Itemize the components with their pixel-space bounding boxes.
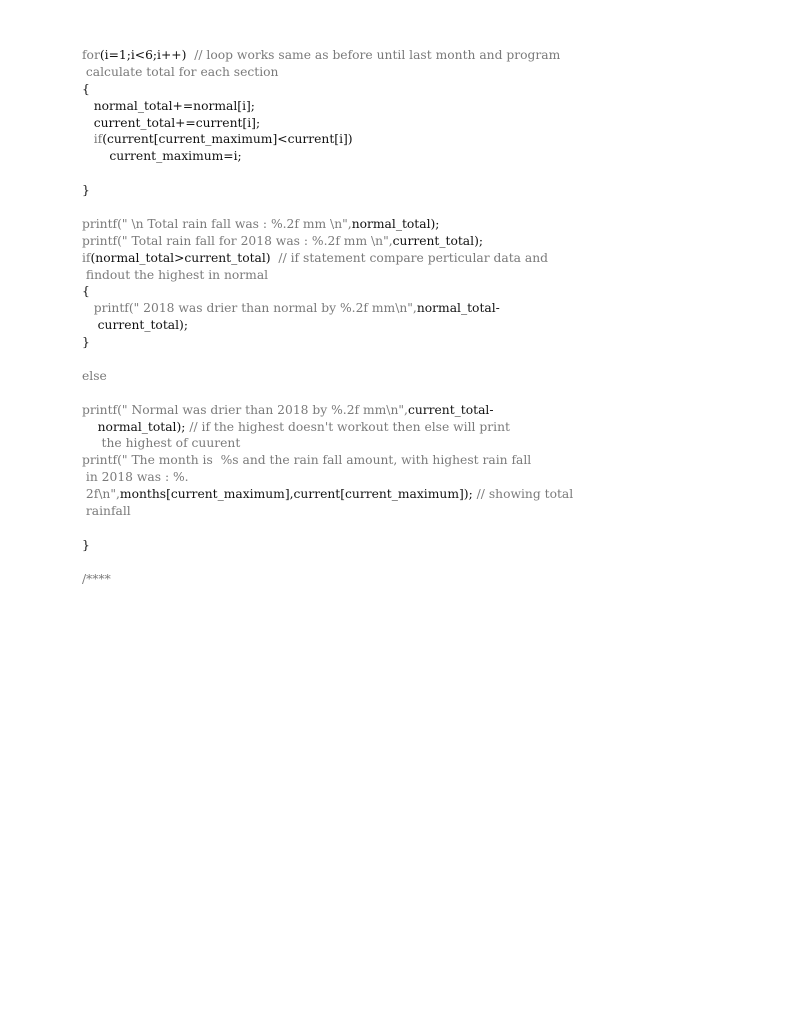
comment-segment: printf(" Normal was drier than 2018 by %.2f mm\n", — [82, 402, 408, 417]
code-segment: (current[current_maximum]<current[i]) — [102, 132, 353, 147]
code-line — [82, 402, 742, 419]
comment-segment: the highest of cuurent — [82, 436, 241, 451]
code-segment: } — [82, 537, 90, 552]
code-line — [82, 182, 742, 199]
code-line — [82, 503, 742, 520]
code-segment: } — [82, 183, 90, 198]
code-segment: current_total); — [392, 233, 484, 248]
comment-segment: rainfall — [82, 504, 131, 519]
code-line — [82, 115, 742, 132]
code-segment: current_total- — [407, 402, 494, 417]
blank-line — [82, 165, 742, 182]
code-line — [82, 216, 742, 233]
blank-line — [82, 199, 742, 216]
code-line — [82, 537, 742, 554]
code-line — [82, 267, 742, 284]
comment-segment: calculate total for each section — [82, 64, 279, 79]
code-segment: current_total+=current[i]; — [82, 115, 261, 130]
comment-segment: 2f\n", — [82, 487, 120, 502]
code-line — [82, 368, 742, 385]
code-segment: normal_total+=normal[i]; — [82, 98, 255, 113]
comment-segment: else — [82, 368, 107, 383]
comment-segment: /**** — [82, 571, 111, 586]
comment-segment: printf(" Total rain fall for 2018 was : %.2f mm \n", — [82, 233, 393, 248]
code-segment: } — [82, 335, 90, 350]
code-line — [82, 98, 742, 115]
code-document — [82, 47, 742, 588]
comment-segment: for — [82, 48, 100, 62]
code-line — [82, 47, 742, 64]
code-line — [82, 81, 742, 98]
code-line — [82, 250, 742, 267]
comment-segment: printf(" \n Total rain fall was : %.2f mm \n", — [82, 216, 352, 231]
code-line — [82, 334, 742, 351]
code-segment: { — [82, 284, 90, 299]
comment-segment: findout the highest in normal — [82, 267, 269, 282]
code-line — [82, 317, 742, 334]
code-line — [82, 300, 742, 317]
code-segment: current_total); — [82, 318, 188, 333]
code-segment: normal_total- — [416, 301, 500, 316]
comment-segment: // loop works same as before until last month and program — [186, 48, 561, 62]
code-segment: normal_total); — [351, 216, 440, 231]
code-line — [82, 486, 742, 503]
code-segment: { — [82, 81, 90, 96]
comment-segment: // if statement compare perticular data and — [270, 250, 549, 265]
code-line — [82, 131, 742, 148]
code-line — [82, 571, 742, 588]
code-segment: (i=1;i<6;i++) — [99, 48, 187, 62]
code-line — [82, 283, 742, 300]
code-segment: (normal_total>current_total) — [90, 250, 271, 265]
code-segment: normal_total); — [82, 419, 186, 434]
comment-segment: in 2018 was : %. — [82, 470, 189, 485]
comment-segment: if — [82, 250, 91, 265]
comment-segment: printf(" The month is %s and the rain fall amount, with highest rain fall — [82, 453, 532, 468]
code-line — [82, 419, 742, 436]
code-line — [82, 233, 742, 250]
blank-line — [82, 385, 742, 402]
comment-segment: printf(" 2018 was drier than normal by %.2f mm\n", — [82, 301, 417, 316]
code-segment: months[current_maximum],current[current_maximum]); — [119, 487, 473, 502]
blank-line — [82, 554, 742, 571]
code-segment: current_maximum=i; — [82, 149, 242, 164]
code-line — [82, 469, 742, 486]
code-line — [82, 435, 742, 452]
comment-segment: // if the highest doesn't workout then else will print — [185, 419, 510, 434]
blank-line — [82, 351, 742, 368]
comment-segment: if — [82, 132, 103, 147]
code-line — [82, 64, 742, 81]
blank-line — [82, 520, 742, 537]
comment-segment: // showing total — [472, 487, 574, 502]
code-line — [82, 452, 742, 469]
code-line — [82, 148, 742, 165]
